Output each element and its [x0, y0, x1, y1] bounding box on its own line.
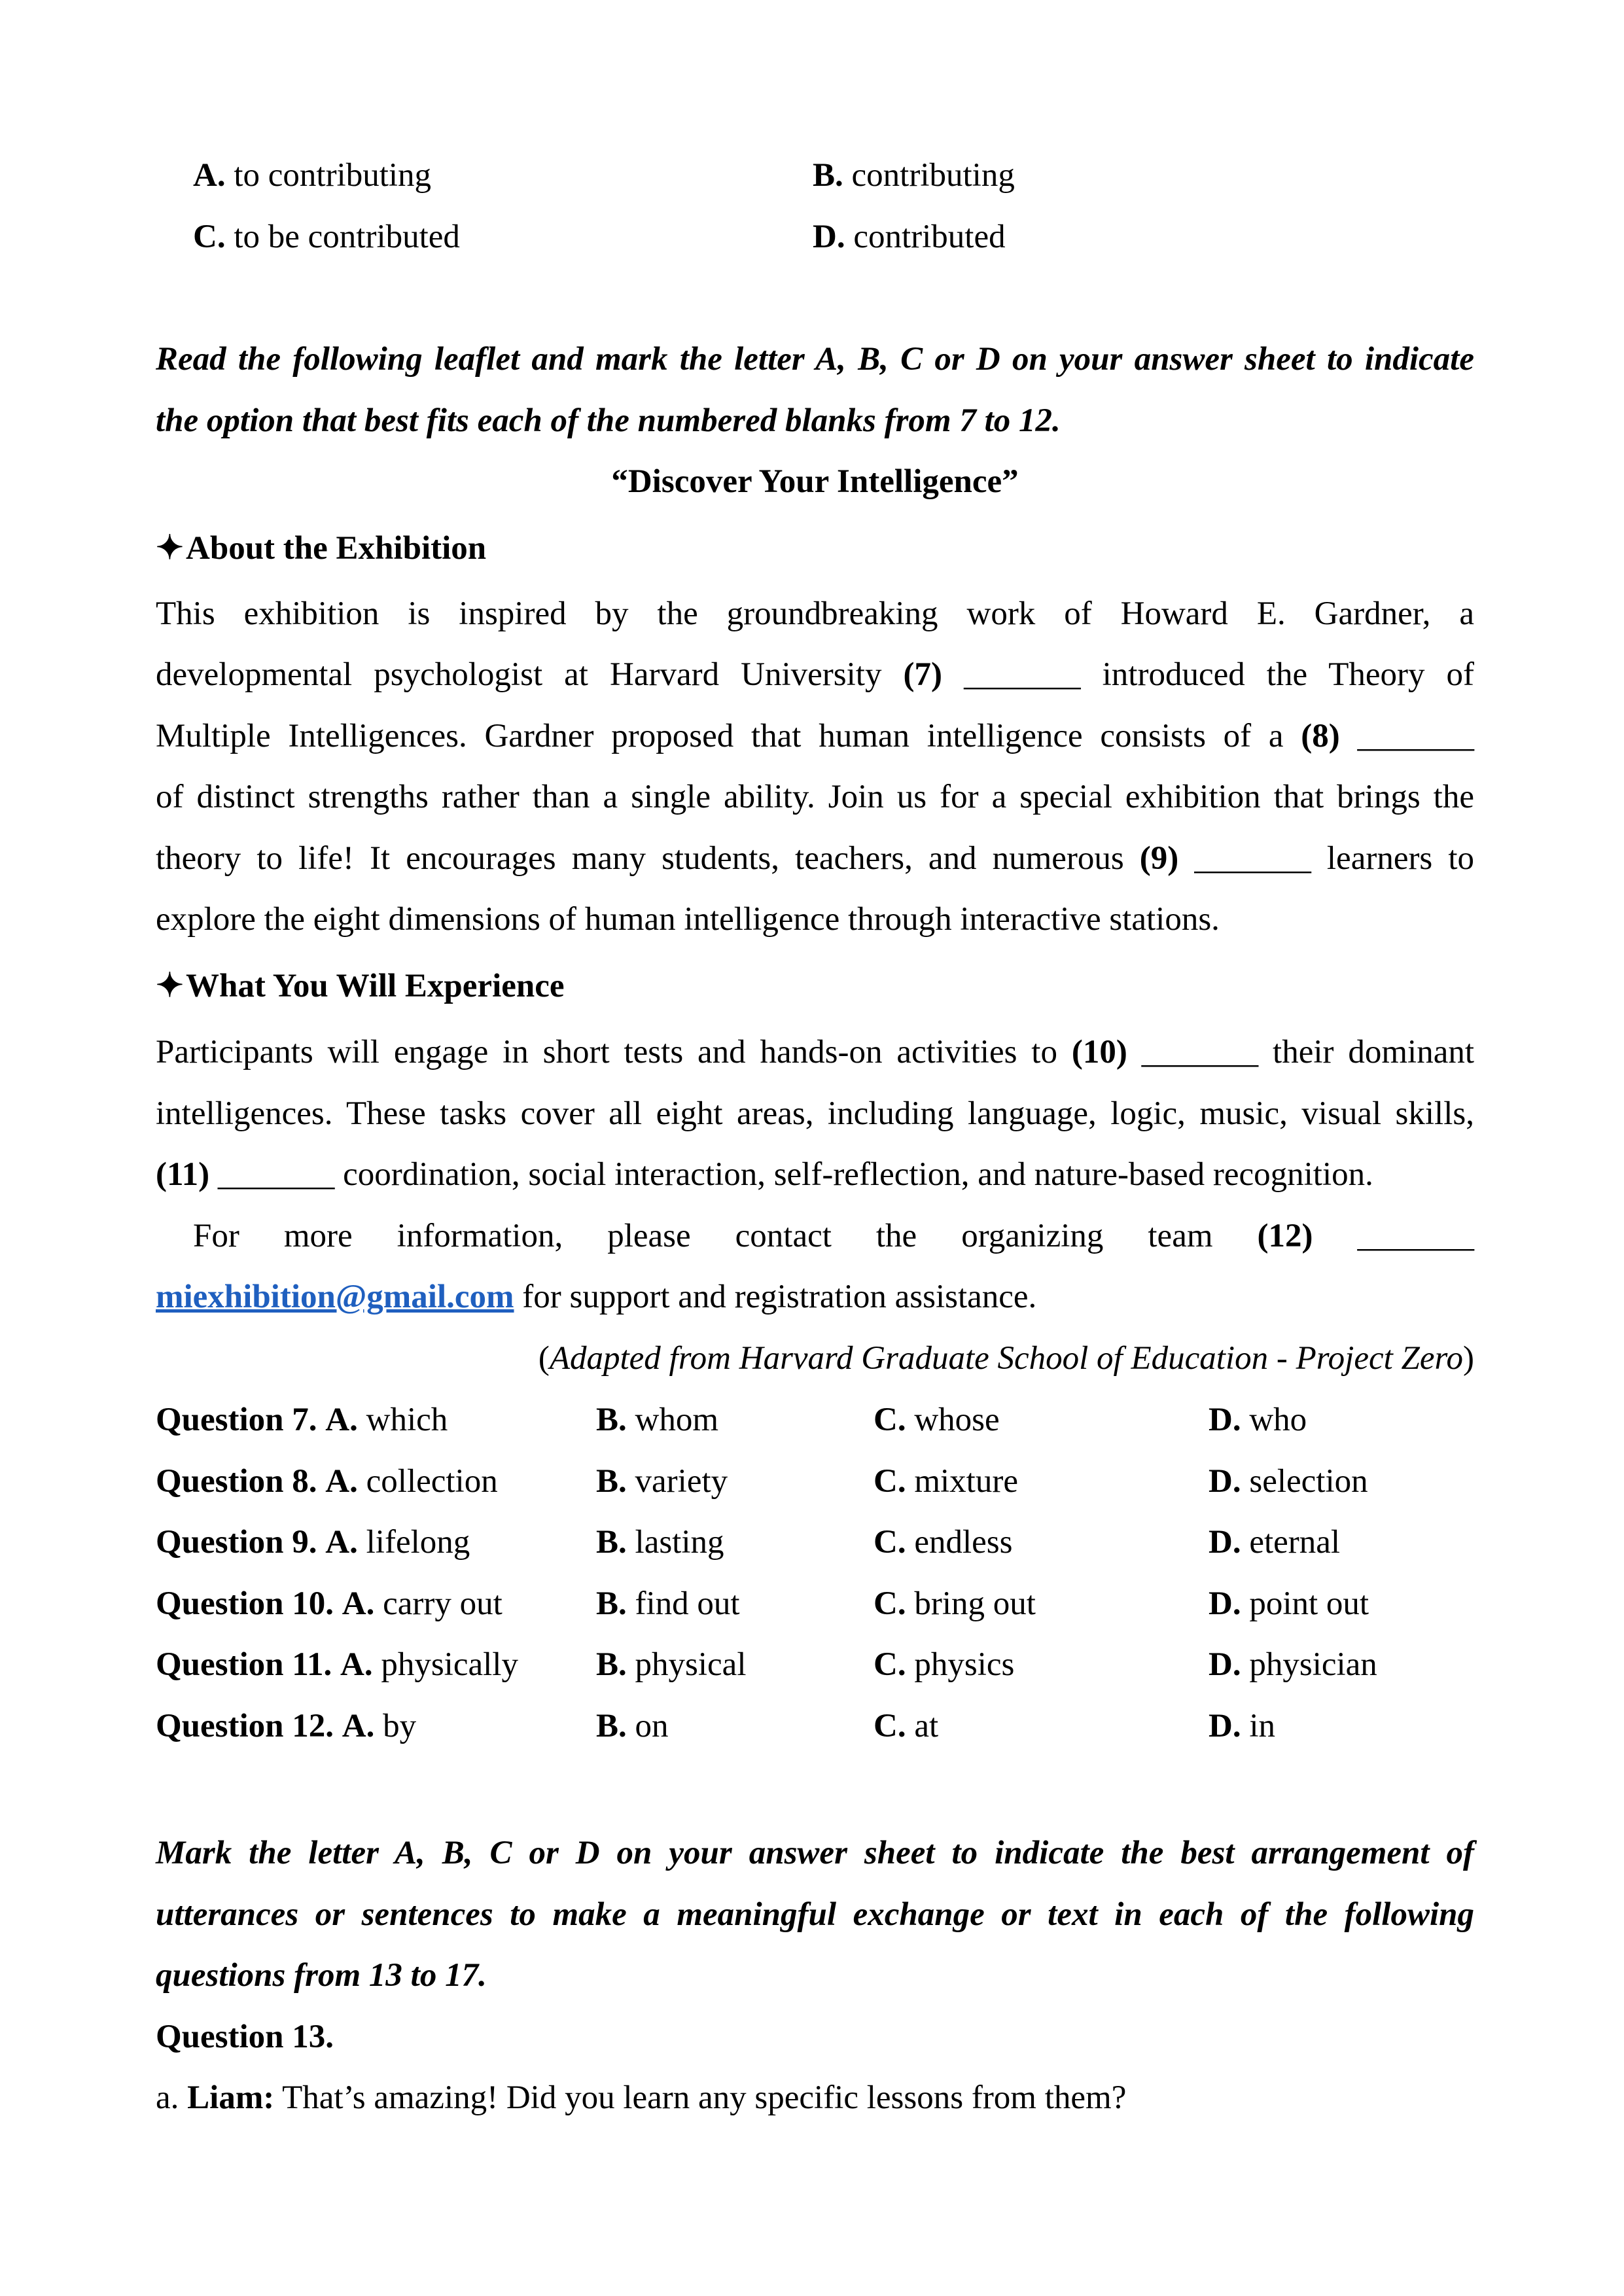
instruction-2-line-2: utterances or sentences to make a meaningful exchange or text in each of the following	[156, 1896, 1474, 1933]
option-d[interactable]: D. eternal	[1209, 1524, 1341, 1561]
paragraph-3-line-2: miexhibition@gmail.com for support and registration assistance.	[156, 1279, 1037, 1315]
option-b[interactable]: B. lasting	[596, 1524, 724, 1561]
paragraph-2-line-2: intelligences. These tasks cover all eight areas, including language, logic, music, visual skills,	[156, 1095, 1474, 1132]
blank-9: (9)	[1139, 840, 1179, 877]
instruction-1-line-2: the option that best fits each of the numbered blanks from 7 to 12.	[156, 402, 1061, 439]
question-13-heading: Question 13.	[156, 2019, 334, 2055]
option-a[interactable]: Question 11. A. physically	[156, 1646, 518, 1683]
option-d[interactable]: D. point out	[1209, 1585, 1369, 1622]
paragraph-1-line-4: of distinct strengths rather than a single ability. Join us for a special exhibition that brings the	[156, 779, 1474, 815]
option-a[interactable]: Question 12. A. by	[156, 1708, 417, 1744]
option-a[interactable]: Question 8. A. collection	[156, 1463, 498, 1500]
option-b[interactable]: B. variety	[596, 1463, 728, 1500]
paragraph-1-line-5: theory to life! It encourages many students, teachers, and numerous (9) _______ learners to	[156, 840, 1475, 877]
source-citation: (Adapted from Harvard Graduate School of Education - Project Zero)	[538, 1340, 1474, 1377]
instruction-2-line-1: Mark the letter A, B, C or D on your answer sheet to indicate the best arrangement of	[156, 1835, 1474, 1871]
option-b[interactable]: B. physical	[596, 1646, 747, 1683]
option-d[interactable]: D. in	[1209, 1708, 1276, 1744]
option-c[interactable]: C. bring out	[874, 1585, 1036, 1622]
blank-7: (7)	[903, 656, 942, 693]
paragraph-1-line-1: This exhibition is inspired by the groundbreaking work of Howard E. Gardner, a	[156, 595, 1474, 632]
blank-12: (12)	[1257, 1218, 1313, 1254]
prev-option-d: D. contributed	[813, 219, 1006, 255]
prev-option-c: C. to be contributed	[193, 219, 460, 255]
instruction-2-line-3: questions from 13 to 17.	[156, 1957, 487, 1994]
option-b[interactable]: B. on	[596, 1708, 669, 1744]
section-heading-about: ✦About the Exhibition	[156, 527, 1474, 569]
option-b[interactable]: B. whom	[596, 1402, 719, 1438]
paragraph-2-line-3: (11) _______ coordination, social interaction, self-reflection, and nature-based recognition.	[156, 1156, 1373, 1193]
option-c[interactable]: C. physics	[874, 1646, 1015, 1683]
email-link[interactable]: miexhibition@gmail.com	[156, 1279, 514, 1315]
option-b[interactable]: B. find out	[596, 1585, 740, 1622]
paragraph-1-line-3: Multiple Intelligences. Gardner proposed that human intelligence consists of a (8) _______	[156, 718, 1475, 754]
instruction-1-line-1: Read the following leaflet and mark the letter A, B, C or D on your answer sheet to indicate	[156, 341, 1474, 378]
blank-8: (8)	[1301, 718, 1340, 754]
prev-option-a: A. to contributing	[193, 157, 432, 194]
blank-10: (10)	[1071, 1034, 1127, 1070]
option-d[interactable]: D. physician	[1209, 1646, 1377, 1683]
leaflet-title: “Discover Your Intelligence”	[611, 463, 1019, 500]
option-c[interactable]: C. endless	[874, 1524, 1013, 1561]
option-a[interactable]: Question 9. A. lifelong	[156, 1524, 470, 1561]
star-icon: ✦	[156, 530, 184, 567]
option-c[interactable]: C. whose	[874, 1402, 1000, 1438]
paragraph-2-line-1: Participants will engage in short tests and hands-on activities to (10) _______ their dominant	[156, 1034, 1474, 1070]
option-a[interactable]: Question 7. A. which	[156, 1402, 448, 1438]
paragraph-3-line-1: For more information, please contact the organizing team (12) _______	[193, 1218, 1475, 1254]
prev-option-b: B. contributing	[813, 157, 1015, 194]
option-c[interactable]: C. at	[874, 1708, 939, 1744]
paragraph-1-line-2: developmental psychologist at Harvard University (7) _______ introduced the Theory of	[156, 656, 1475, 693]
blank-11: (11)	[156, 1156, 210, 1193]
question-13-item-a: a. Liam: That’s amazing! Did you learn any specific lessons from them?	[156, 2079, 1127, 2116]
star-icon: ✦	[156, 968, 184, 1004]
option-d[interactable]: D. who	[1209, 1402, 1307, 1438]
paragraph-1-line-6: explore the eight dimensions of human intelligence through interactive stations.	[156, 901, 1220, 938]
option-c[interactable]: C. mixture	[874, 1463, 1018, 1500]
option-d[interactable]: D. selection	[1209, 1463, 1368, 1500]
section-heading-experience: ✦What You Will Experience	[156, 965, 1474, 1007]
option-a[interactable]: Question 10. A. carry out	[156, 1585, 503, 1622]
